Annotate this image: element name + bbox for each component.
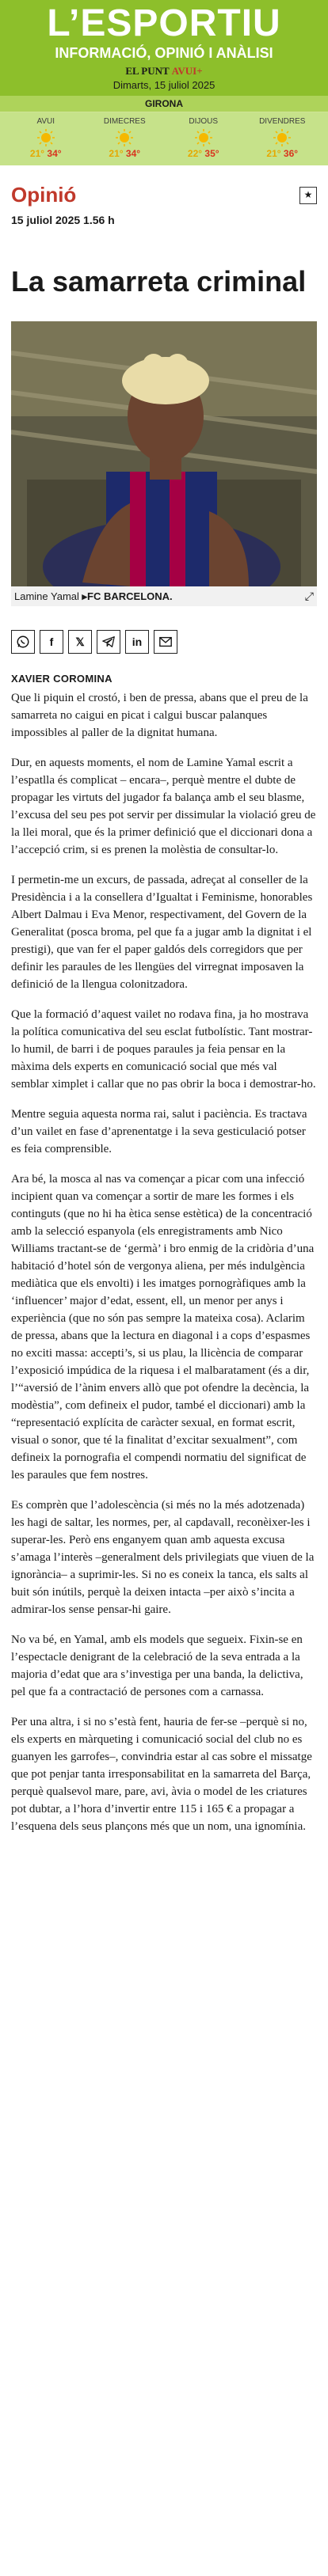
site-tagline: INFORMACIÓ, OPINIÓ I ANÀLISI <box>55 45 273 61</box>
article-photo[interactable] <box>11 321 317 586</box>
author-name[interactable]: XAVIER COROMINA <box>11 673 113 685</box>
expand-icon[interactable]: ⤢ <box>304 590 314 602</box>
forecast-day-label: DIMECRES <box>103 117 146 126</box>
temp-max: 35° <box>204 148 219 159</box>
article <box>0 165 328 1835</box>
paragraph: Es comprèn que l’adolescència (si més no la més adotzenada) les hagi de saltar, les normes, per, al capdavall, reconèixer-les i superar-les. Però ens enganyem quan amb aquesta excusa s’amaga l’interès –generalment dels privilegiats que viuen de la ignorància– a suprimir-les. Si no es coneix la tanca, els salts al buit són inútils, perquè la deixen intacta –per això s’incita a admirar-los sense pensar-hi gaire. <box>11 1499 315 1616</box>
forecast-day <box>246 117 318 159</box>
facebook-icon[interactable]: f <box>40 630 63 654</box>
sun-icon <box>193 129 215 146</box>
share-bar <box>0 606 328 662</box>
photo-credit: ▸FC BARCELONA. <box>78 590 173 602</box>
section-title[interactable]: Opinió <box>11 183 77 207</box>
email-icon[interactable] <box>154 630 177 654</box>
forecast-day-label: DIVENDRES <box>259 117 306 126</box>
paragraph: Mentre seguia aquesta norma rai, salut i paciència. Es tractava d’un vailet en fase d’aprenentatge i la seva gesticulació potser es feia comprensible. <box>11 1108 307 1155</box>
publisher-brand: AVUI+ <box>171 65 203 77</box>
forecast-day <box>168 117 239 159</box>
sun-icon <box>271 129 293 146</box>
temp-min: 21° <box>109 148 124 159</box>
article-title: La samarreta criminal <box>11 265 307 298</box>
telegram-icon[interactable] <box>97 630 120 654</box>
forecast-day <box>10 117 82 159</box>
paragraph: Que li piquin el crostó, i ben de pressa, abans que el preu de la samarreta no caigui en picat i calgui buscar palanques impossibles al paller de la dignitat humana. <box>11 692 308 739</box>
temp-min: 21° <box>29 148 45 159</box>
sun-icon <box>113 129 135 146</box>
temp-min: 22° <box>187 148 203 159</box>
photo-image <box>11 321 317 586</box>
linkedin-icon[interactable]: in <box>125 630 149 654</box>
forecast-day-label: AVUI <box>36 117 55 126</box>
paragraph: Per una altra, i si no s’està fent, hauria de fer-se –perquè si no, els experts en màrqueting i comunicació social del club no es guanyen les garrofes–, convindria estar al cas sobre el missatge que pot penjar tanta irresponsabilitat en la samarreta del Barça, perquè qualsevol mare, pare, avi, àvia o model de les criatures pot dubtar, a l’hora d’invertir entre 115 i 165 € a propagar a l’esquena dels seus plançons més que un nom, una ignomínia. <box>11 1716 312 1833</box>
paragraph: Que la formació d’aquest vailet no rodava fina, ja ho mostrava la política comunicativa del seu esclat futbolístic. Tant mostrar-lo humil, de barri i de poques paraules ja feia pensar en la màxima dels experts en comunicació social que més val semblar ximplet i callar que no pas obrir la boca i demostrar-ho. <box>11 1008 316 1091</box>
photo-caption <box>11 586 317 606</box>
publisher-name: EL PUNT <box>125 65 170 77</box>
site-logo[interactable]: L’ESPORTIU <box>47 2 281 44</box>
publisher-byline <box>0 65 328 78</box>
weather-widget <box>0 96 328 165</box>
temp-min: 21° <box>266 148 281 159</box>
x-icon[interactable]: 𝕏 <box>68 630 92 654</box>
weather-city: GIRONA <box>0 96 328 112</box>
publish-date: 15 juliol 2025 1.56 h <box>11 214 115 226</box>
forecast-day-label: DIJOUS <box>189 117 219 126</box>
caption-text: Lamine Yamal <box>14 590 79 602</box>
sun-icon <box>35 129 57 146</box>
temp-max: 34° <box>125 148 141 159</box>
paragraph: I permetin-me un excurs, de passada, adreçat al conseller de la Presidència i a la consellera d’Igualtat i Feminisme, honorables Albert Dalmau i Eva Menor, respectivament, del Govern de la Generalitat (posca broma, pel que fa a jugar amb la dignitat i el prestigi), que van fer el paper galdós dels corregidors que per definir les paraules de les llengües del virregnat imposaven la definició de la llengua colonitzadora. <box>11 874 313 991</box>
whatsapp-icon[interactable] <box>11 630 35 654</box>
temp-max: 34° <box>47 148 62 159</box>
site-header <box>0 0 328 165</box>
paragraph: No va bé, en Yamal, amb els models que segueix. Fixin-se en l’espectacle denigrant de la celebració de la seva entrada a la majoria d’edat que ara s’investiga per una banda, la delictiva, pel que fa a contractació de persones com a carnassa. <box>11 1633 303 1698</box>
paragraph: Dur, en aquests moments, el nom de Lamine Yamal escrit a l’espatlla és complicat – encara–, perquè mentre el dubte de propagar les virtuts del jugador fa balança amb el seu blasme, l’excusa del seu pes pot servir per dissimular la violació greu de la llei moral, que és la primer definició que el diccionari dona a l’accepció crim, si es prenen la molèstia de consultar-lo. <box>11 757 316 856</box>
forecast-day <box>89 117 160 159</box>
temp-max: 36° <box>283 148 299 159</box>
bookmark-icon[interactable]: ★ <box>299 187 317 204</box>
article-body <box>0 689 328 1835</box>
paragraph: Ara bé, la mosca al nas va començar a picar com una infecció incipient quan va començar a sortir de mare les formes i els continguts (que no hi ha ètica sense estètica) de la concentració amb la selecció espanyola (els enregistraments amb Nico Williams tractant-se de ‘germà’ i bro enmig de la cridòria d’una habitació d’hotel són de vergonya aliena, per més indulgència mediàtica que els envolti) i les imatges pornogràfiques amb la ‘influencer’ major d’edat, essent, ell, un menor per anys i experiència (que no són pas sempre la mateixa cosa). Aclarim de pressa, abans que la lectura en diagonal i a cops d’espasmes no exciti massa: accepti’s, si us plau, la llicència de comparar l’exposició impúdica de la riquesa i el malbaratament (és a dir, l’“aversió de l’ànim envers allò que pot ofendre la decència, la modèstia”, com defineix el pudor, també el diccionari) amb la “representació explícita de caràcter sexual, en format escrit, visual o sonor, que té la finalitat d’excitar sexualment”, com defineix la pornografia el compendi normatiu del significat de les paraules que fem nostres. <box>11 1173 315 1481</box>
current-date: Dimarts, 15 juliol 2025 <box>113 79 215 91</box>
